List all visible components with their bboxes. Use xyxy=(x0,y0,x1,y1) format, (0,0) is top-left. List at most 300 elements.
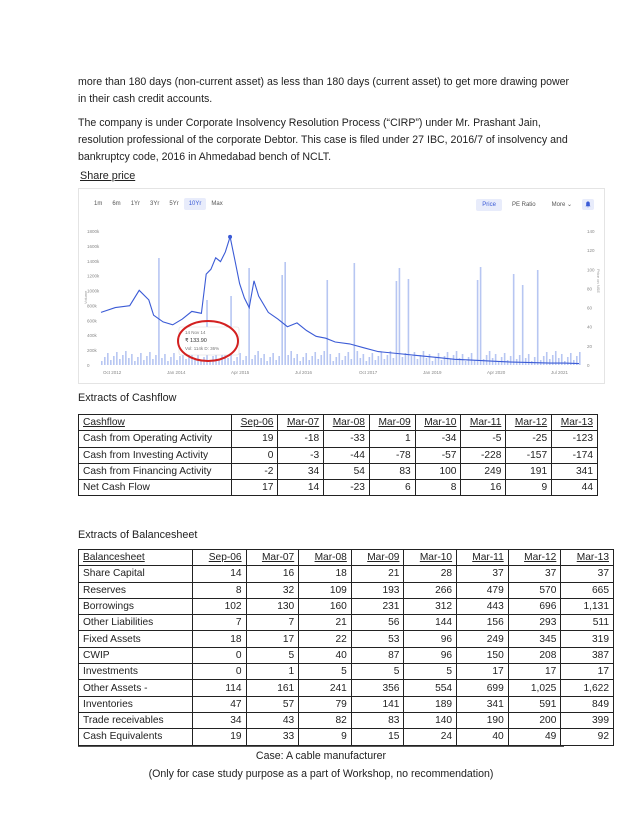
table-cell: 92 xyxy=(561,729,614,745)
table-cell: 0 xyxy=(232,447,278,463)
left-axis-tick-label: 1000k xyxy=(87,288,100,294)
table-row xyxy=(79,598,614,614)
right-axis-tick-label: 60 xyxy=(587,305,593,311)
table-cell: 16 xyxy=(246,566,299,582)
table-cell: 5 xyxy=(404,664,457,680)
table-cell: Borrowings xyxy=(79,598,193,614)
table-row xyxy=(79,647,614,663)
price-line xyxy=(101,237,579,364)
table-cell: -23 xyxy=(324,480,370,496)
table-cell: 140 xyxy=(404,712,457,728)
left-axis-tick-label: 400k xyxy=(87,333,97,339)
table-cell: Cash from Investing Activity xyxy=(79,447,232,463)
volume-bar xyxy=(522,285,524,365)
intro-line-2: in their cash credit accounts. xyxy=(78,93,213,105)
table-cell: 189 xyxy=(404,696,457,712)
volume-bar xyxy=(146,356,148,365)
metric-tab-more[interactable]: More ⌄ xyxy=(551,202,572,208)
volume-bar xyxy=(525,358,527,365)
table-cell: 83 xyxy=(369,463,415,479)
table-header-cell: Mar-08 xyxy=(324,415,370,431)
volume-bar xyxy=(372,353,374,365)
table-header-cell: Mar-10 xyxy=(404,550,457,566)
table-cell: 150 xyxy=(457,647,509,663)
x-axis-tick-label: Apr 2020 xyxy=(487,370,506,375)
table-cell: -157 xyxy=(506,447,552,463)
table-cell: 56 xyxy=(351,615,404,631)
table-cell: 18 xyxy=(299,566,352,582)
table-row xyxy=(79,480,598,496)
table-cell: 79 xyxy=(299,696,352,712)
table-header-row xyxy=(79,550,614,566)
volume-bar xyxy=(134,361,136,365)
x-axis-tick-label: Jan 2014 xyxy=(167,370,186,375)
volume-bar xyxy=(486,355,488,365)
volume-bar xyxy=(465,361,467,365)
volume-bar xyxy=(453,355,455,365)
range-tab-6m[interactable]: 6m xyxy=(112,201,121,207)
volume-bar xyxy=(233,361,235,365)
table-cell: 17 xyxy=(508,664,561,680)
table-header-cell: Mar-13 xyxy=(552,415,598,431)
volume-bar xyxy=(408,279,410,365)
table-cell: -228 xyxy=(461,447,506,463)
table-cell: 37 xyxy=(457,566,509,582)
volume-bar xyxy=(128,358,130,365)
table-cell: 190 xyxy=(457,712,509,728)
volume-bar xyxy=(107,353,109,365)
table-cell: 37 xyxy=(561,566,614,582)
table-cell: 9 xyxy=(299,729,352,745)
table-cell: 43 xyxy=(246,712,299,728)
table-cell: 32 xyxy=(246,582,299,598)
volume-bar xyxy=(167,361,169,365)
table-cell: 8 xyxy=(193,582,246,598)
volume-bar xyxy=(122,355,124,365)
right-axis-tick-label: 40 xyxy=(587,324,593,330)
volume-bar xyxy=(351,359,353,365)
table-header-cell: Balancesheet xyxy=(79,550,193,566)
volume-bar xyxy=(152,359,154,365)
volume-bar xyxy=(164,354,166,365)
table-cell: 696 xyxy=(508,598,561,614)
table-cell: 1 xyxy=(369,431,415,447)
volume-bar xyxy=(200,361,202,365)
table-cell: 96 xyxy=(404,631,457,647)
volume-bar xyxy=(543,356,545,365)
volume-bar xyxy=(296,354,298,365)
table-header-cell: Sep-06 xyxy=(232,415,278,431)
right-axis-tick-label: 0 xyxy=(587,363,590,368)
volume-bar xyxy=(101,361,103,365)
table-row xyxy=(79,696,614,712)
table-cell: 18 xyxy=(193,631,246,647)
table-cell: 7 xyxy=(246,615,299,631)
table-cell: Investments xyxy=(79,664,193,680)
metric-tab-price[interactable]: Price xyxy=(476,199,502,211)
table-row xyxy=(79,615,614,631)
table-cell: 5 xyxy=(351,664,404,680)
table-cell: 356 xyxy=(351,680,404,696)
volume-bar xyxy=(483,359,485,365)
table-cell: 161 xyxy=(246,680,299,696)
table-cell: 479 xyxy=(457,582,509,598)
table-cell: Other Assets - xyxy=(79,680,193,696)
price-plot xyxy=(79,189,604,383)
volume-bar xyxy=(131,354,133,365)
volume-bar xyxy=(161,358,163,365)
table-cell: 193 xyxy=(351,582,404,598)
left-axis-tick-label: 200k xyxy=(87,348,97,354)
table-cell: 17 xyxy=(561,664,614,680)
volume-bar xyxy=(143,360,145,365)
volume-bar xyxy=(332,361,334,365)
table-row xyxy=(79,447,598,463)
left-axis-tick-label: 1400k xyxy=(87,258,100,264)
table-cell: 82 xyxy=(299,712,352,728)
volume-bar xyxy=(287,355,289,365)
table-cell: -25 xyxy=(506,431,552,447)
table-cell: 1 xyxy=(246,664,299,680)
x-axis-tick-label: Oct 2012 xyxy=(103,370,122,375)
volume-bar xyxy=(302,357,304,365)
table-cell: -78 xyxy=(369,447,415,463)
volume-bar xyxy=(504,353,506,365)
left-axis-tick-label: 1200k xyxy=(87,273,100,279)
volume-bar xyxy=(579,352,581,365)
table-cell: 231 xyxy=(351,598,404,614)
table-header-cell: Mar-08 xyxy=(299,550,352,566)
volume-bar xyxy=(254,355,256,365)
table-cell: 17 xyxy=(457,664,509,680)
right-axis-tick-label: 20 xyxy=(587,343,593,349)
table-header-row xyxy=(79,415,598,431)
volume-bar xyxy=(269,357,271,365)
volume-bar xyxy=(299,361,301,365)
table-cell: 511 xyxy=(561,615,614,631)
volume-bar xyxy=(242,360,244,365)
volume-bar xyxy=(342,360,344,365)
table-cell: 8 xyxy=(415,480,461,496)
table-cell: 156 xyxy=(457,615,509,631)
table-cell: 266 xyxy=(404,582,457,598)
volume-bar xyxy=(471,353,473,365)
table-cell: 144 xyxy=(404,615,457,631)
table-cell: 83 xyxy=(351,712,404,728)
table-cell: 21 xyxy=(299,615,352,631)
volume-bar xyxy=(495,354,497,365)
volume-bar xyxy=(354,263,356,365)
x-axis-tick-label: Jul 2021 xyxy=(551,370,569,375)
table-row xyxy=(79,431,598,447)
table-cell: 293 xyxy=(508,615,561,631)
volume-bar xyxy=(248,268,250,365)
volume-bar xyxy=(396,281,398,365)
table-row xyxy=(79,680,614,696)
table-cell: 699 xyxy=(457,680,509,696)
share-price-heading: Share price xyxy=(80,170,136,182)
table-header-cell: Mar-11 xyxy=(461,415,506,431)
volume-bar xyxy=(308,360,310,365)
intro-line-1: more than 180 days (non-current asset) as less than 180 days (current asset) to get more drawing power xyxy=(78,76,570,88)
cashflow-table xyxy=(78,414,598,496)
bell-icon[interactable] xyxy=(582,199,594,210)
range-tabs xyxy=(89,198,228,210)
table-cell: CWIP xyxy=(79,647,193,663)
table-cell: -2 xyxy=(232,463,278,479)
table-cell: 1,131 xyxy=(561,598,614,614)
volume-bar xyxy=(179,356,181,365)
left-axis-tick-label: 1600k xyxy=(87,243,100,249)
table-header-cell: Mar-11 xyxy=(457,550,509,566)
table-header-cell: Sep-06 xyxy=(193,550,246,566)
table-cell: 570 xyxy=(508,582,561,598)
table-cell: 14 xyxy=(193,566,246,582)
intro-line-5: bankruptcy code, 2016 in Ahmedabad bench of NCLT. xyxy=(78,151,332,163)
tooltip-date: 14 Nov 14 xyxy=(185,330,206,335)
right-axis-tick-label: 120 xyxy=(587,248,595,254)
volume-bar xyxy=(369,357,371,365)
x-axis-tick-label: Apr 2015 xyxy=(231,370,250,375)
table-cell: 849 xyxy=(561,696,614,712)
volume-bar xyxy=(489,351,491,365)
volume-bar xyxy=(375,360,377,365)
table-cell: 96 xyxy=(404,647,457,663)
table-row xyxy=(79,582,614,598)
volume-bar xyxy=(116,352,118,365)
table-cell: -18 xyxy=(278,431,324,447)
volume-bar xyxy=(534,357,536,365)
volume-bar xyxy=(567,357,569,365)
x-axis-tick-label: Jan 2019 xyxy=(423,370,442,375)
metric-tabs xyxy=(476,198,594,211)
volume-bar xyxy=(320,355,322,365)
table-cell: Share Capital xyxy=(79,566,193,582)
right-axis-label: Price on NSE xyxy=(596,269,601,294)
volume-bar xyxy=(345,356,347,365)
volume-bar xyxy=(239,353,241,365)
volume-bar xyxy=(417,359,419,365)
range-tab-max[interactable]: Max xyxy=(211,201,223,207)
volume-bar xyxy=(366,361,368,365)
range-tab-3yr[interactable]: 3Yr xyxy=(150,201,160,207)
volume-bar xyxy=(378,356,380,365)
volume-bar xyxy=(140,353,142,365)
volume-bar xyxy=(435,357,437,365)
table-cell: 200 xyxy=(508,712,561,728)
table-cell: 28 xyxy=(404,566,457,582)
table-header-cell: Mar-10 xyxy=(415,415,461,431)
table-cell: 47 xyxy=(193,696,246,712)
tooltip-volume: Vol: 114k D: 36% xyxy=(185,346,220,351)
volume-bar xyxy=(236,357,238,365)
table-cell: 208 xyxy=(508,647,561,663)
volume-bar xyxy=(387,355,389,365)
volume-bar xyxy=(501,357,503,365)
table-cell: 19 xyxy=(232,431,278,447)
table-cell: -174 xyxy=(552,447,598,463)
table-row xyxy=(79,463,598,479)
table-cell: -34 xyxy=(415,431,461,447)
volume-bar xyxy=(513,274,515,365)
table-header-cell: Mar-07 xyxy=(246,550,299,566)
volume-bar xyxy=(149,352,151,365)
left-axis-tick-label: 800k xyxy=(87,303,97,309)
volume-bar xyxy=(429,354,431,365)
volume-bar xyxy=(444,356,446,365)
volume-bar xyxy=(326,280,328,365)
volume-bar xyxy=(402,357,404,365)
range-tab-10yr[interactable]: 10Yr xyxy=(184,198,207,210)
table-cell: 554 xyxy=(404,680,457,696)
volume-bar xyxy=(158,258,160,365)
volume-bar xyxy=(399,268,401,365)
volume-bar xyxy=(119,359,121,365)
table-cell: 141 xyxy=(351,696,404,712)
table-cell: 44 xyxy=(552,480,598,496)
volume-bar xyxy=(549,359,551,365)
table-cell: Other Liabilities xyxy=(79,615,193,631)
volume-bar xyxy=(441,360,443,365)
volume-bar xyxy=(558,358,560,365)
volume-bar xyxy=(432,361,434,365)
volume-bar xyxy=(519,355,521,365)
table-cell: 249 xyxy=(461,463,506,479)
table-header-cell: Mar-13 xyxy=(561,550,614,566)
table-cell: Cash Equivalents xyxy=(79,729,193,745)
volume-bar xyxy=(423,351,425,365)
volume-bar xyxy=(185,359,187,365)
table-cell: Inventories xyxy=(79,696,193,712)
volume-bar xyxy=(278,356,280,365)
table-header-cell: Mar-09 xyxy=(351,550,404,566)
table-cell: 341 xyxy=(457,696,509,712)
volume-bar xyxy=(411,356,413,365)
table-cell: 5 xyxy=(246,647,299,663)
table-cell: 1,025 xyxy=(508,680,561,696)
table-cell: 0 xyxy=(193,647,246,663)
volume-bar xyxy=(275,360,277,365)
volume-bar xyxy=(456,351,458,365)
table-cell: 22 xyxy=(299,631,352,647)
right-axis-tick-label: 100 xyxy=(587,267,595,273)
volume-bar xyxy=(173,353,175,365)
volume-bar xyxy=(257,351,259,365)
table-cell: 87 xyxy=(351,647,404,663)
volume-bar xyxy=(363,354,365,365)
metric-tab-pe-ratio[interactable]: PE Ratio xyxy=(511,201,536,208)
volume-bar xyxy=(314,352,316,365)
volume-bar xyxy=(221,355,223,365)
table-cell: 16 xyxy=(461,480,506,496)
volume-bar xyxy=(305,353,307,365)
table-cell: 53 xyxy=(351,631,404,647)
left-axis-tick-label: 1800k xyxy=(87,229,100,234)
volume-bar xyxy=(137,357,139,365)
table-cell: 19 xyxy=(193,729,246,745)
left-axis-tick-label: 600k xyxy=(87,318,97,324)
balancesheet-table xyxy=(78,549,614,746)
table-cell: -44 xyxy=(324,447,370,463)
table-cell: Net Cash Flow xyxy=(79,480,232,496)
table-cell: 17 xyxy=(232,480,278,496)
table-cell: 54 xyxy=(324,463,370,479)
table-cell: 312 xyxy=(404,598,457,614)
table-cell: 34 xyxy=(193,712,246,728)
volume-bar xyxy=(170,357,172,365)
table-row xyxy=(79,631,614,647)
balancesheet-heading: Extracts of Balancesheet xyxy=(78,529,198,541)
volume-bar xyxy=(290,351,292,365)
table-cell: 387 xyxy=(561,647,614,663)
volume-bar xyxy=(507,360,509,365)
volume-bar xyxy=(104,357,106,365)
table-row xyxy=(79,566,614,582)
volume-bar xyxy=(125,351,127,365)
table-cell: Trade receivables xyxy=(79,712,193,728)
right-axis-tick-label: 140 xyxy=(587,229,595,234)
table-cell: 40 xyxy=(299,647,352,663)
volume-bar xyxy=(420,355,422,365)
table-cell: 665 xyxy=(561,582,614,598)
footer-disclaimer: (Only for case study purpose as a part of Workshop, no recommendation) xyxy=(148,768,494,780)
table-cell: Fixed Assets xyxy=(79,631,193,647)
volume-bar xyxy=(227,358,229,365)
footer-divider xyxy=(78,746,564,747)
volume-bar xyxy=(263,354,265,365)
range-tab-5yr[interactable]: 5Yr xyxy=(169,201,179,207)
highlight-point xyxy=(228,235,232,239)
table-cell: 57 xyxy=(246,696,299,712)
right-axis-tick-label: 80 xyxy=(587,286,593,292)
table-header-cell: Mar-12 xyxy=(506,415,552,431)
intro-line-4: resolution professional of the corporate Debtor. This case is filed under 27 IBC, 2016/7 of insolvency and xyxy=(78,134,568,146)
table-cell: 14 xyxy=(278,480,324,496)
volume-bar xyxy=(155,355,157,365)
table-cell: 33 xyxy=(246,729,299,745)
table-cell: 7 xyxy=(193,615,246,631)
volume-bar xyxy=(245,356,247,365)
table-cell: 345 xyxy=(508,631,561,647)
volume-bar xyxy=(393,358,395,365)
left-axis-tick-label: 0 xyxy=(87,363,90,368)
intro-line-3: The company is under Corporate Insolvency Resolution Process (“CIRP”) under Mr. Prashant Jain, xyxy=(78,117,541,129)
table-cell: 40 xyxy=(457,729,509,745)
volume-bar xyxy=(480,267,482,365)
table-cell: -57 xyxy=(415,447,461,463)
x-axis-tick-label: Oct 2017 xyxy=(359,370,378,375)
volume-bar xyxy=(281,275,283,365)
share-price-chart xyxy=(78,188,605,384)
footer-case-title: Case: A cable manufacturer xyxy=(255,750,387,762)
x-axis-tick-label: Jul 2016 xyxy=(295,370,313,375)
volume-bar xyxy=(293,358,295,365)
table-cell: 100 xyxy=(415,463,461,479)
table-cell: -5 xyxy=(461,431,506,447)
left-axis-label: Volume xyxy=(83,290,88,304)
table-cell: Cash from Operating Activity xyxy=(79,431,232,447)
range-tab-1m[interactable]: 1m xyxy=(94,201,103,207)
volume-bar xyxy=(176,360,178,365)
volume-bar xyxy=(272,353,274,365)
volume-bar xyxy=(348,352,350,365)
table-cell: 15 xyxy=(351,729,404,745)
volume-bar xyxy=(251,359,253,365)
table-cell: 6 xyxy=(369,480,415,496)
table-cell: 341 xyxy=(552,463,598,479)
range-tab-1yr[interactable]: 1Yr xyxy=(130,201,141,207)
volume-bar xyxy=(338,353,340,365)
